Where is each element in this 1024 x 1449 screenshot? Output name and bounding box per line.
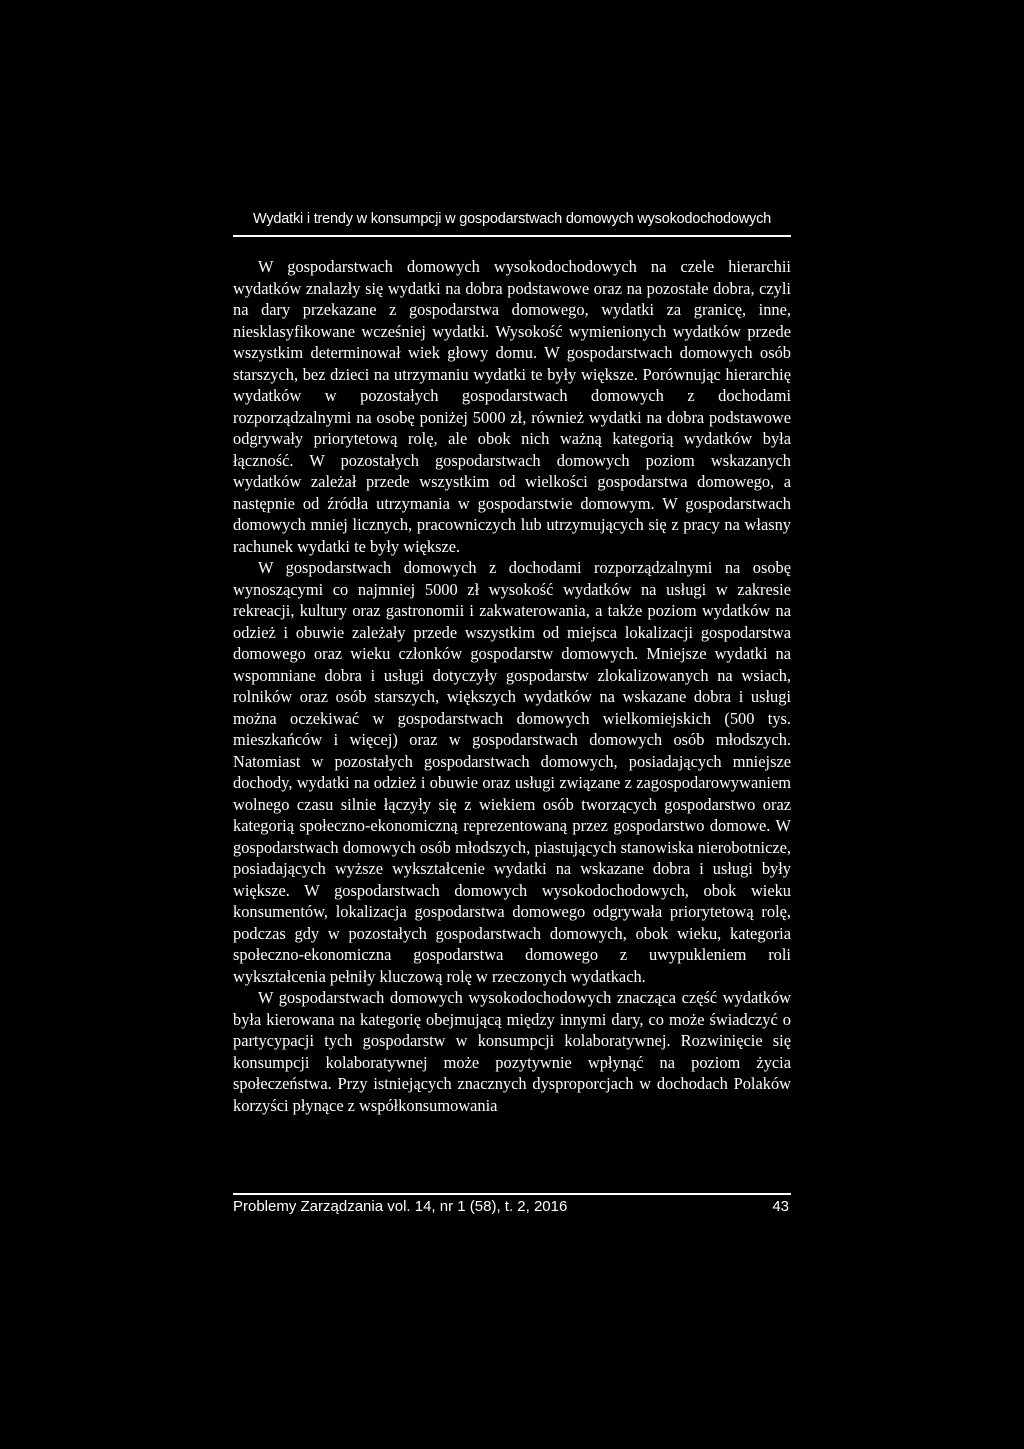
page-number: 43 <box>772 1198 789 1215</box>
header-rule <box>233 235 791 237</box>
article-body <box>233 256 791 1116</box>
body-paragraph-1: W gospodarstwach domowych wysokodochodowych na czele hierarchii wydatków znalazły się wydatki na dobra podstawowe oraz na pozostałe dobra, czyli na dary przekazane z gospodarstwa domowego, wydatki za granicę, inne, niesklasyfikowane wcześniej wydatki. Wysokość wymienionych wydatków przede wszystkim determinował wiek głowy domu. W gospodarstwach domowych osób starszych, bez dzieci na utrzymaniu wydatki te były większe. Porównując hierarchię wydatków w pozostałych gospodarstwach domowych z dochodami rozporządzalnymi na osobę poniżej 5000 zł, również wydatki na dobra podstawowe odgrywały priorytetową rolę, ale obok nich ważną kategorią wydatków była łączność. W pozostałych gospodarstwach domowych poziom wskazanych wydatków zależał przede wszystkim od wielkości gospodarstwa domowego, a następnie od źródła utrzymania w gospodarstwie domowym. W gospodarstwach domowych mniej licznych, pracowniczych lub utrzymujących się z pracy na własny rachunek wydatki te były większe. <box>233 257 791 556</box>
body-paragraph-2: W gospodarstwach domowych z dochodami rozporządzalnymi na osobę wynoszącymi co najmniej 5000 zł wysokość wydatków na usługi w zakresie rekreacji, kultury oraz gastronomii i zakwaterowania, a także poziom wydatków na odzież i obuwie zależały przede wszystkim od miejsca lokalizacji gospodarstwa domowego oraz wieku członków gospodarstw domowych. Mniejsze wydatki na wspomniane dobra i usługi dotyczyły gospodarstw zlokalizowanych na wsiach, rolników oraz osób starszych, większych wydatków na wskazane dobra i usługi można oczekiwać w gospodarstwach domowych wielkomiejskich (500 tys. mieszkańców i więcej) oraz w gospodarstwach domowych osób młodszych. Natomiast w pozostałych gospodarstwach domowych, posiadających mniejsze dochody, wydatki na odzież i obuwie oraz usługi związane z zagospodarowywaniem wolnego czasu silnie łączyły się z wiekiem osób tworzących gospodarstwo oraz kategorią społeczno-ekonomiczną reprezentowaną przez gospodarstwo domowe. W gospodarstwach domowych osób młodszych, piastujących stanowiska nierobotnicze, posiadających wyższe wykształcenie wydatki na wskazane dobra i usługi były większe. W gospodarstwach domowych wysokodochodowych, obok wieku konsumentów, lokalizacja gospodarstwa domowego odgrywała priorytetową rolę, podczas gdy w pozostałych gospodarstwach domowych, obok wieku, kategoria społeczno-ekonomiczna gospodarstwa domowego z uwypukleniem roli wykształcenia pełniły kluczową rolę w rzeczonych wydatkach. <box>233 558 791 986</box>
body-paragraph-3: W gospodarstwach domowych wysokodochodowych znacząca część wydatków była kierowana na kategorię obejmującą między innymi dary, co może świadczyć o partycypacji tych gospodarstw w konsumpcji kolaboratywnej. Rozwinięcie się konsumpcji kolaboratywnej może pozytywnie wpłynąć na poziom życia społeczeństwa. Przy istniejących znacznych dysproporcjach w dochodach Polaków korzyści płynące z współkonsumowania <box>233 988 791 1115</box>
running-header: Wydatki i trendy w konsumpcji w gospodarstwach domowych wysokodochodowych <box>253 211 771 227</box>
journal-citation: Problemy Zarządzania vol. 14, nr 1 (58), t. 2, 2016 <box>233 1198 568 1215</box>
footer-rule <box>233 1193 791 1195</box>
